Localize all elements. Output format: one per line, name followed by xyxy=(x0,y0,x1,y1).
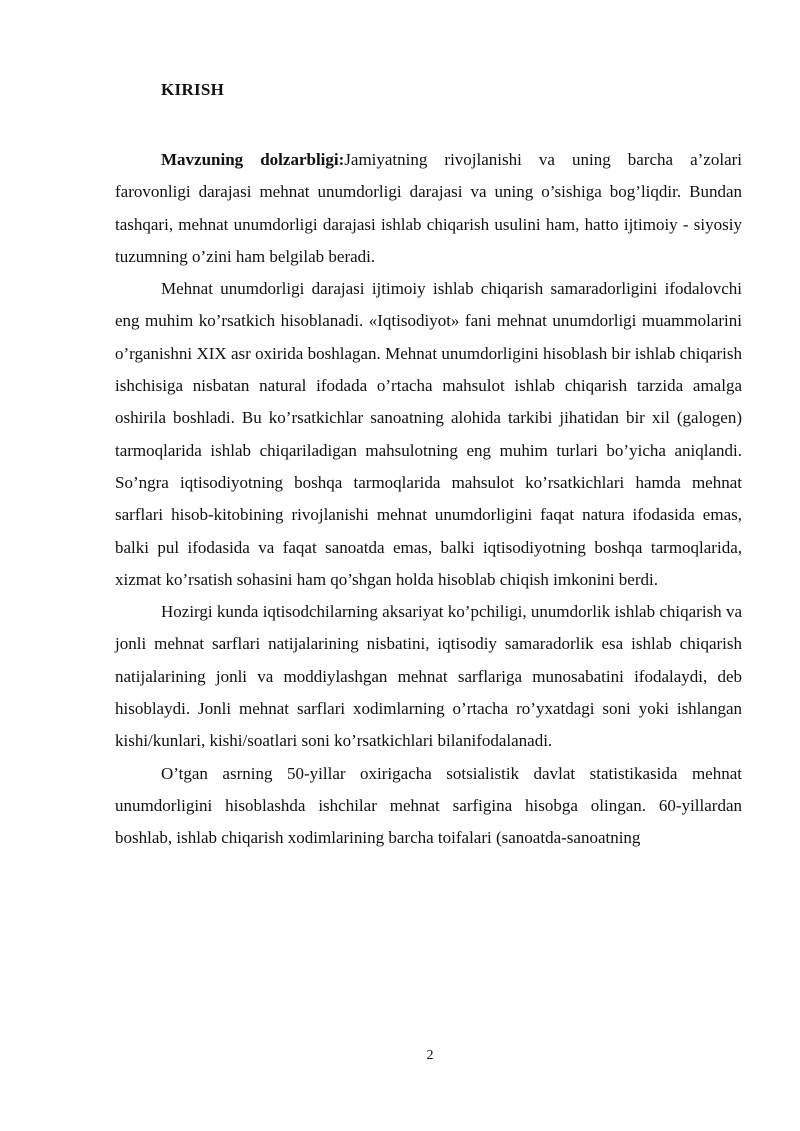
page-number: 2 xyxy=(426,1048,434,1063)
relevance-text: Jamiyatning rivojlanishi va uning barcha a’zolari farovonligi darajasi mehnat unumdorligi darajasi va uning o’sishiga bog’liqdir. Bundan tashqari, mehnat unumdorligi darajasi ishlab chiqarish usulini ham, hatto ijtimoiy - siyosiy tuzumning o’zini ham belgilab beradi. xyxy=(115,150,742,266)
paragraph-economists-view: Hozirgi kunda iqtisodchilarning aksariyat ko’pchiligi, unumdorlik ishlab chiqarish va jonli mehnat sarflari natijalarining nisbatini, iqtisodiy samaradorlik esa ishlab chiqarish natijalarining jonli va moddiylashgan mehnat sarflariga munosabatini ifodalaydi, deb hisoblaydi. Jonli mehnat sarflari xodimlarning o’rtacha ro’yxatdagi soni yoki ishlangan kishi/kunlari, kishi/soatlari soni ko’rsatkichlari bilanifodalanadi. xyxy=(115,602,742,751)
paragraph-statistics: O’tgan asrning 50-yillar oxirigacha sotsialistik davlat statistikasida mehnat unumdorligini hisoblashda ishchilar mehnat sarfigina hisobga olingan. 60-yillardan boshlab, ishlab chiqarish xodimlarining barcha toifalari (sanoatda-sanoatning xyxy=(115,763,742,848)
body-text xyxy=(115,144,742,855)
section-heading: KIRISH xyxy=(161,80,225,99)
relevance-lead: Mavzuning dolzarbligi: xyxy=(161,150,345,169)
paragraph-productivity-history: Mehnat unumdorligi darajasi ijtimoiy ishlab chiqarish samaradorligini ifodalovchi eng muhim ko’rsatkich hisoblanadi. «Iqtisodiyot» fani mehnat unumdorligi muammolarini o’rganishni XIX asr oxirida boshlagan. Mehnat unumdorligini hisoblash bir ishlab chiqarish ishchisiga nisbatan natural ifodada o’rtacha mahsulot ishlab chiqarish tarzida amalga oshirila boshladi. Bu ko’rsatkichlar sanoatning alohida tarkibi jihatidan bir xil (galogen) tarmoqlarida ishlab chiqariladigan mahsulotning eng muhim turlari bo’yicha aniqlandi. So’ngra iqtisodiyotning boshqa tarmoqlarida mahsulot ko’rsatkichlari hamda mehnat sarflari hisob-kitobining rivojlanishi mehnat unumdorligini faqat natura ifodasida emas, balki pul ifodasida va faqat sanoatda emas, balki iqtisodiyotning boshqa tarmoqlarida, xizmat ko’rsatish sohasini ham qo’shgan holda hisoblab chiqish imkonini berdi. xyxy=(115,279,742,589)
paragraph-relevance xyxy=(115,144,742,273)
